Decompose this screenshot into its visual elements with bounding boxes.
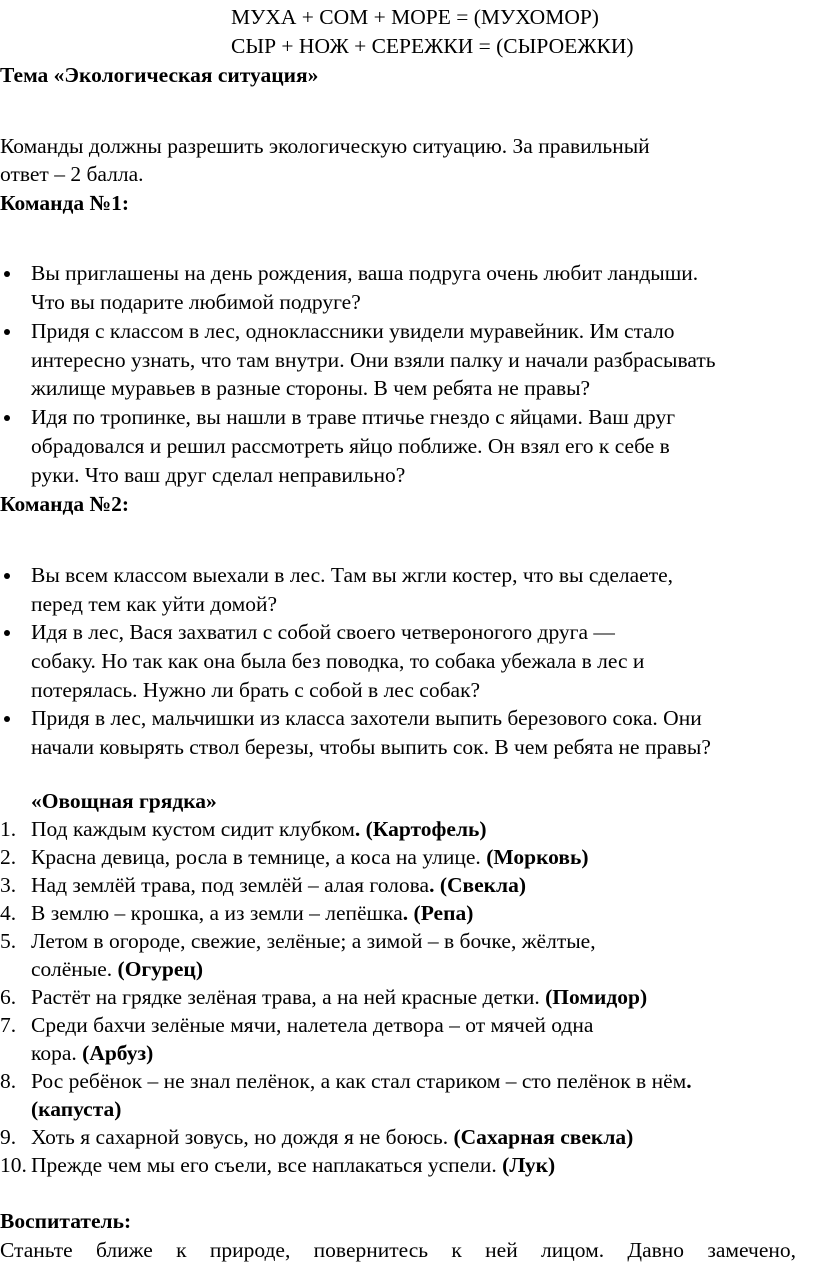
riddle-answer: (капуста) (31, 1097, 122, 1121)
riddle-line (31, 1151, 555, 1180)
riddle-number: 5. (0, 929, 17, 953)
list-item-line: собаку. Но так как она была без поводка, то собака убежала в лес и (31, 649, 645, 673)
intro-line-1: Команды должны разрешить экологическую ситуацию. За правильный (0, 134, 650, 158)
riddle-answer: (Морковь) (486, 845, 589, 869)
riddle-number: 4. (0, 901, 17, 925)
riddle-line (31, 1011, 593, 1040)
riddle-text: Летом в огороде, свежие, зелёные; а зимой – в бочке, жёлтые, (31, 929, 596, 953)
riddle-text: солёные. (31, 957, 118, 981)
bullet-icon (4, 573, 10, 579)
team1-heading: Команда №1: (0, 191, 130, 215)
riddle-text: Растёт на грядке зелёная трава, а на ней красные детки. (31, 985, 546, 1009)
riddle-number: 2. (0, 845, 17, 869)
list-item-line: руки. Что ваш друг сделал неправильно? (31, 463, 406, 487)
riddle-number: 7. (0, 1013, 17, 1037)
educator-heading: Воспитатель: (0, 1209, 132, 1233)
riddle-answer: (Помидор) (545, 985, 648, 1009)
riddle-answer: . (Свекла) (429, 873, 527, 897)
riddle-number: 3. (0, 873, 17, 897)
riddle-answer: . (Репа) (402, 901, 474, 925)
riddle-text: Над землёй трава, под землёй – алая голова (31, 873, 430, 897)
bullet-icon (4, 630, 10, 636)
riddle-line (31, 1067, 692, 1096)
riddle-text: В землю – крошка, а из земли – лепёшка (31, 901, 403, 925)
list-item-line: обрадовался и решил рассмотреть яйцо поближе. Он взял его к себе в (31, 434, 670, 458)
riddle-number: 1. (0, 817, 17, 841)
list-item-line: Вы всем классом выехали в лес. Там вы жгли костер, что вы сделаете, (31, 563, 674, 587)
riddle-line (31, 1095, 121, 1124)
riddle-line (31, 927, 596, 956)
list-item-line: Идя в лес, Вася захватил с собой своего четвероногого друга — (31, 620, 615, 644)
riddle-answer: . (686, 1069, 692, 1093)
riddle-line (31, 815, 487, 844)
educator-text: Станьте ближе к природе, повернитесь к ней лицом. Давно замечено, (0, 1238, 796, 1262)
intro-line-2: ответ – 2 балла. (0, 162, 144, 186)
riddle-answer: (Лук) (502, 1153, 556, 1177)
riddle-answer: . (Картофель) (354, 817, 487, 841)
riddle-text: Под каждым кустом сидит клубком (31, 817, 355, 841)
list-item-line: начали ковырять ствол березы, чтобы выпить сок. В чем ребята не правы? (31, 735, 711, 759)
list-item-line: интересно узнать, что там внутри. Они взяли палку и начали разбрасывать (31, 348, 716, 372)
rebus-line-2: СЫР + НОЖ + СЕРЕЖКИ = (СЫРОЕЖКИ) (231, 34, 634, 58)
riddle-answer: (Арбуз) (82, 1041, 154, 1065)
riddle-answer: (Огурец) (117, 957, 203, 981)
riddle-text: Прежде чем мы его съели, все наплакаться успели. (31, 1153, 503, 1177)
garden-title: «Овощная грядка» (31, 789, 217, 813)
riddle-line (31, 955, 203, 984)
riddle-text: Красна девица, росла в темнице, а коса на улице. (31, 845, 487, 869)
bullet-icon (4, 271, 10, 277)
list-item-line: Что вы подарите любимой подруге? (31, 290, 361, 314)
riddle-line (31, 1123, 633, 1152)
bullet-icon (4, 329, 10, 335)
riddle-text: Среди бахчи зелёные мячи, налетела детвора – от мячей одна (31, 1013, 594, 1037)
riddle-number: 8. (0, 1069, 17, 1093)
riddle-line (31, 871, 526, 900)
riddle-answer: (Сахарная свекла) (453, 1125, 634, 1149)
list-item-line: Идя по тропинке, вы нашли в траве птичье гнездо с яйцами. Ваш друг (31, 405, 676, 429)
list-item-line: потерялась. Нужно ли брать с собой в лес собак? (31, 678, 481, 702)
list-item-line: Придя с классом в лес, одноклассники увидели муравейник. Им стало (31, 319, 675, 343)
riddle-text: Рос ребёнок – не знал пелёнок, а как стал стариком – сто пелёнок в нём (31, 1069, 687, 1093)
list-item-line: жилище муравьев в разные стороны. В чем ребята не правы? (31, 376, 591, 400)
riddle-number: 9. (0, 1125, 17, 1149)
riddle-line (31, 983, 647, 1012)
riddle-line (31, 843, 589, 872)
list-item-line: перед тем как уйти домой? (31, 592, 277, 616)
bullet-icon (4, 716, 10, 722)
rebus-line-1: МУХА + СОМ + МОРЕ = (МУХОМОР) (231, 5, 599, 29)
list-item-line: Придя в лес, мальчишки из класса захотели выпить березового сока. Они (31, 706, 702, 730)
riddle-line (31, 899, 473, 928)
team2-heading: Команда №2: (0, 492, 130, 516)
theme-title: Тема «Экологическая ситуация» (0, 63, 319, 87)
riddle-line (31, 1039, 153, 1068)
riddle-number: 10. (0, 1153, 27, 1177)
riddle-text: Хоть я сахарной зовусь, но дождя я не боюсь. (31, 1125, 454, 1149)
list-item-line: Вы приглашены на день рождения, ваша подруга очень любит ландыши. (31, 261, 699, 285)
riddle-text: кора. (31, 1041, 83, 1065)
riddle-number: 6. (0, 985, 17, 1009)
bullet-icon (4, 415, 10, 421)
